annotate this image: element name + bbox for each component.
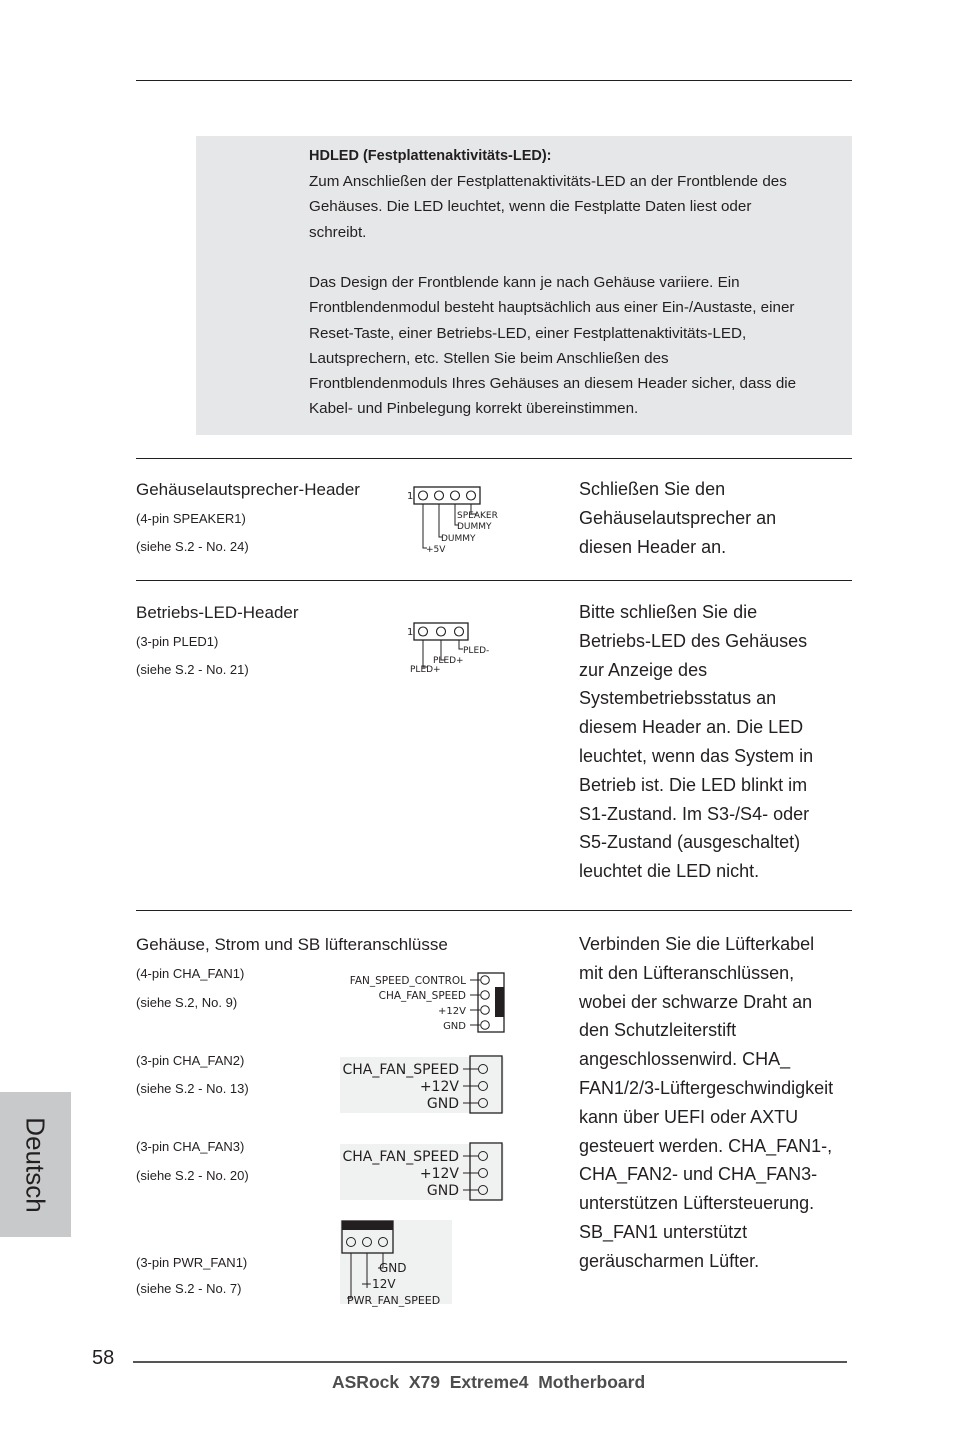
top-rule: [136, 80, 852, 81]
speaker-pin: (4-pin SPEAKER1): [136, 511, 246, 526]
pled-plus-label-1: PLED+: [433, 656, 464, 666]
plus5v-label: +5V: [426, 545, 446, 555]
plus12v-label: +12V: [419, 1166, 459, 1182]
cha-fan-speed-label: CHA_FAN_SPEED: [342, 1062, 459, 1078]
gnd-label: GND: [443, 1021, 466, 1032]
pled-pin: (3-pin PLED1): [136, 634, 219, 649]
dummy-label-1: DUMMY: [457, 522, 492, 532]
plus12v-label: +12V: [419, 1079, 459, 1095]
hdled-paragraph-1: Zum Anschließen der Festplattenaktivitäts-LED an der Frontblende des Gehäuses. Die LED leuchtet, wenn die Festplatte Daten liest oder schreibt.: [309, 173, 787, 241]
cha-fan3-pin: (3-pin CHA_FAN3): [136, 1139, 245, 1154]
pled-heading: Betriebs-LED-Header: [136, 603, 299, 622]
cha-fan-speed-label: CHA_FAN_SPEED: [342, 1149, 459, 1165]
fans-description: Verbinden Sie die Lüfterkabel mit den Lüfteranschlüssen, wobei der schwarze Draht an den Schutzleiterstift angeschlossenwird. CHA_ FAN1/2/3-Lüftergeschwindigkeit kann über UEFI oder AXTU gesteuert werden. CHA_FAN1-, CHA_FAN2- und CHA_FAN3- unterstützen Lüftersteuerung. SB_FAN1 unterstützt geräuscharmen Lüfter.: [579, 934, 834, 1271]
cha-fan3-diagram: [338, 1142, 506, 1202]
cha-fan-speed-label: CHA_FAN_SPEED: [378, 990, 466, 1002]
speaker-label: SPEAKER: [457, 511, 498, 521]
pled-ref: (siehe S.2 - No. 21): [136, 662, 249, 677]
pwr-fan1-ref: (siehe S.2 - No. 7): [136, 1281, 242, 1296]
hdled-paragraph-2: Das Design der Frontblende kann je nach Gehäuse variiere. Ein Frontblendenmodul besteht hauptsächlich aus einer Ein-/Austaste, einer Reset-Taste, einer Betriebs-LED, einer Festplattenaktivitäts-LED, Lautsprechern, etc. Stellen Sie beim Anschließen des Frontblendenmoduls Ihres Gehäuses an diesem Header sicher, dass die Kabel- und Pinbelegung korrekt übereinstimmen.: [309, 274, 797, 418]
cha-fan3-ref: (siehe S.2 - No. 20): [136, 1168, 249, 1183]
cha-fan1-diagram: [338, 971, 510, 1035]
gnd-label: GND: [426, 1096, 459, 1112]
gnd-label: GND: [426, 1183, 459, 1199]
page-number: 58: [92, 1347, 115, 1369]
cha-fan1-ref: (siehe S.2, No. 9): [136, 995, 238, 1010]
speaker-heading: Gehäuselautsprecher-Header: [136, 480, 360, 499]
pled-minus-label: PLED-: [463, 646, 490, 656]
dummy-label-2: DUMMY: [441, 534, 476, 544]
hdled-title: HDLED (Festplattenaktivitäts-LED):: [309, 148, 552, 164]
pwr-fan1-diagram: [338, 1218, 458, 1306]
language-tab: [0, 1092, 71, 1237]
speaker-description: Schließen Sie den Gehäuselautsprecher an diesen Header an.: [579, 479, 777, 557]
pled-plus-label-2: PLED+: [410, 665, 441, 675]
cha-fan2-diagram: [338, 1055, 506, 1115]
pin1-marker: 1: [407, 491, 414, 502]
fans-heading: Gehäuse, Strom und SB lüfteranschlüsse: [136, 935, 448, 954]
fan-speed-control-label: FAN_SPEED_CONTROL: [349, 975, 466, 987]
pwr-fan-speed-label: PWR_FAN_SPEED: [347, 1294, 441, 1307]
section-rule-speaker: [136, 458, 852, 459]
pled-header-diagram: [405, 620, 490, 676]
footer-title: ASRock X79 Extreme4 Motherboard: [332, 1372, 646, 1392]
plus12v-label: +12V: [362, 1277, 396, 1291]
pled-description: Bitte schließen Sie die Betriebs-LED des Gehäuses zur Anzeige des Systembetriebsstatus an diesem Header an. Die LED leuchtet, wenn das System in Betrieb ist. Die LED blinkt im S1-Zustand. Im S3-/S4- oder S5-Zustand (ausgeschaltet) leuchtet die LED nicht.: [579, 602, 814, 882]
pwr-fan1-pin: (3-pin PWR_FAN1): [136, 1255, 248, 1270]
pin1-marker: 1: [407, 627, 414, 638]
language-tab-label: Deutsch: [20, 1117, 51, 1213]
cha-fan2-ref: (siehe S.2 - No. 13): [136, 1081, 249, 1096]
cha-fan1-pin: (4-pin CHA_FAN1): [136, 966, 245, 981]
cha-fan2-pin: (3-pin CHA_FAN2): [136, 1053, 245, 1068]
footer-rule: [133, 1361, 847, 1363]
gnd-label: GND: [379, 1261, 407, 1275]
section-rule-fans: [136, 910, 852, 911]
plus12v-label: +12V: [438, 1006, 466, 1017]
section-rule-pled: [136, 580, 852, 581]
speaker-ref: (siehe S.2 - No. 24): [136, 539, 249, 554]
speaker-header-diagram: [405, 484, 520, 556]
